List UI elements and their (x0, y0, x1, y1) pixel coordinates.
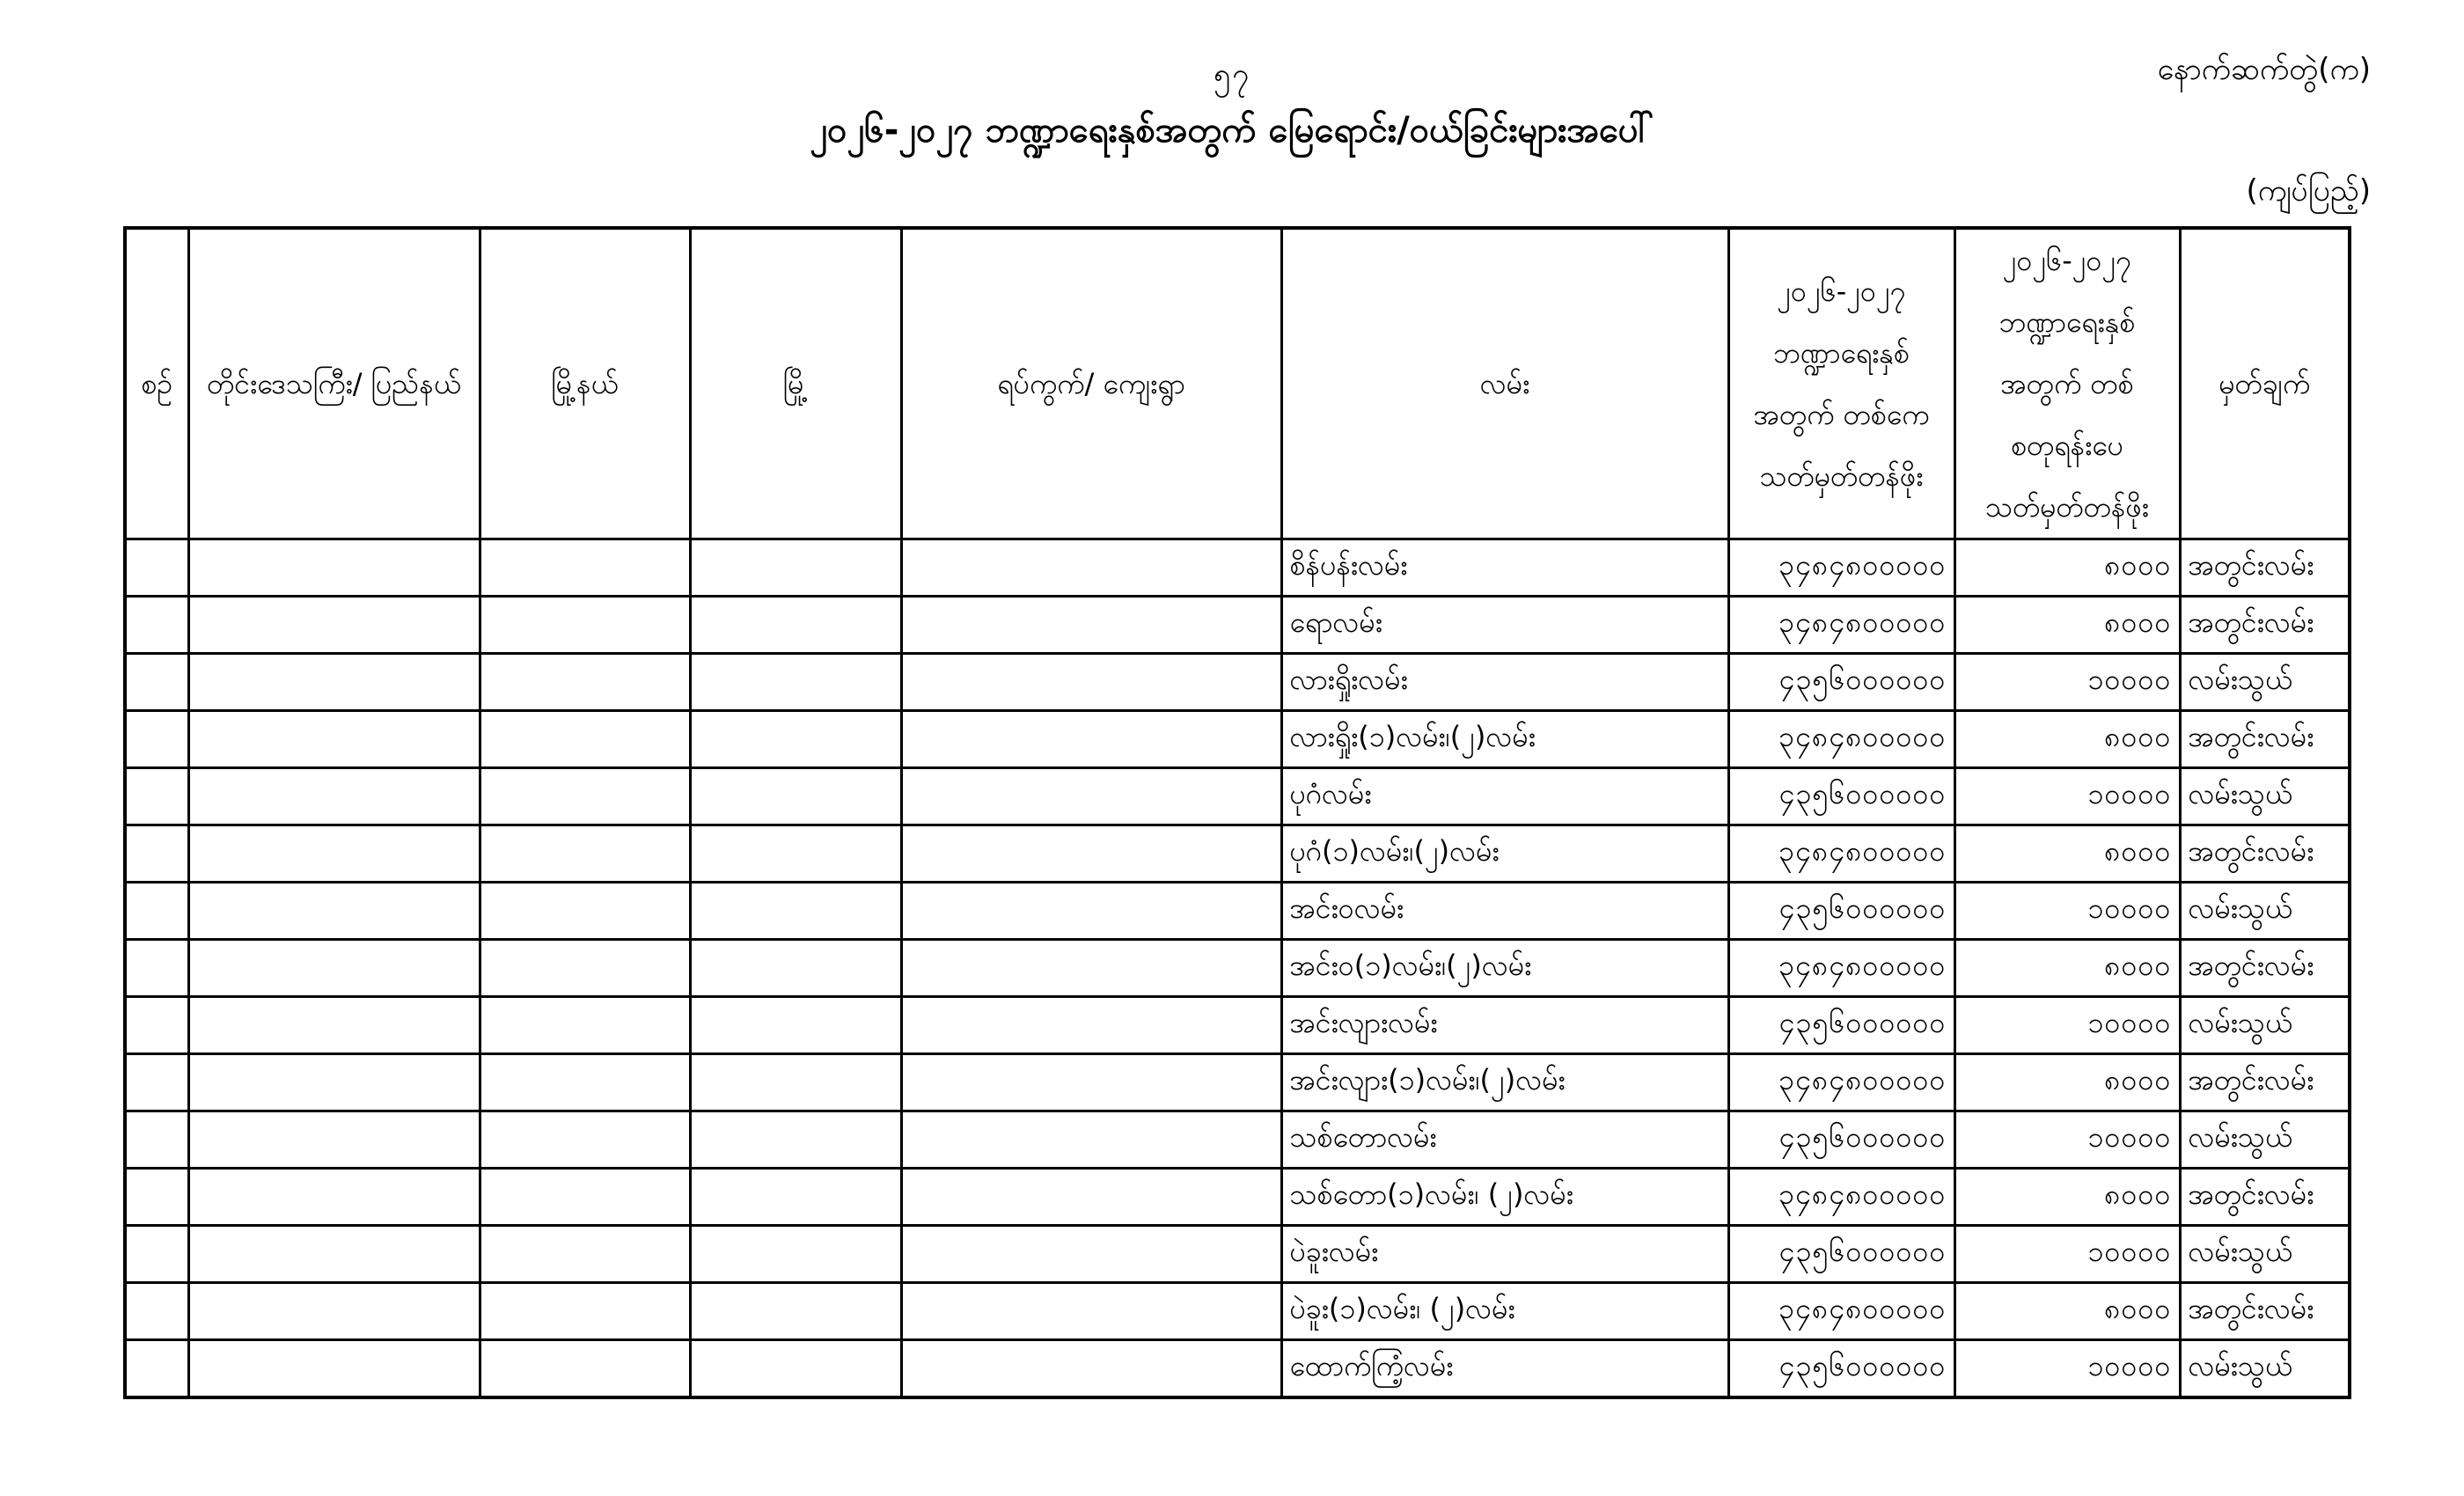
cell-town (690, 825, 901, 883)
currency-unit-label: (ကျပ်ပြည့်) (2246, 173, 2371, 209)
cell-town (690, 1340, 901, 1398)
cell-value-per-sqft: ၈၀၀၀ (1954, 711, 2180, 768)
cell-remark: အတွင်းလမ်း (2180, 940, 2350, 997)
table-row (125, 825, 2350, 883)
table-row (125, 1111, 2350, 1169)
cell-value-per-acre: ၄၃၅၆၀၀၀၀၀၀ (1728, 1340, 1954, 1398)
cell-serial-no (125, 1283, 188, 1340)
header-town: မြို့ (690, 228, 901, 539)
table-row (125, 711, 2350, 768)
cell-ward-village (901, 997, 1281, 1054)
cell-road-name: လားရှိုးလမ်း (1281, 654, 1728, 711)
cell-remark: လမ်းသွယ် (2180, 883, 2350, 940)
cell-township (480, 940, 690, 997)
header-road: လမ်း (1281, 228, 1728, 539)
cell-town (690, 654, 901, 711)
cell-serial-no (125, 940, 188, 997)
cell-serial-no (125, 997, 188, 1054)
cell-region (188, 997, 480, 1054)
cell-ward-village (901, 1283, 1281, 1340)
cell-remark: လမ်းသွယ် (2180, 997, 2350, 1054)
cell-remark: အတွင်းလမ်း (2180, 1283, 2350, 1340)
cell-town (690, 997, 901, 1054)
cell-remark: လမ်းသွယ် (2180, 1111, 2350, 1169)
cell-value-per-acre: ၃၄၈၄၈၀၀၀၀၀ (1728, 1054, 1954, 1111)
cell-ward-village (901, 768, 1281, 825)
table-row (125, 1169, 2350, 1226)
cell-value-per-acre: ၃၄၈၄၈၀၀၀၀၀ (1728, 711, 1954, 768)
cell-township (480, 1054, 690, 1111)
cell-township (480, 825, 690, 883)
cell-value-per-acre: ၄၃၅၆၀၀၀၀၀၀ (1728, 1111, 1954, 1169)
table-row (125, 597, 2350, 654)
cell-value-per-acre: ၃၄၈၄၈၀၀၀၀၀ (1728, 1169, 1954, 1226)
cell-township (480, 1111, 690, 1169)
cell-remark: အတွင်းလမ်း (2180, 597, 2350, 654)
cell-serial-no (125, 711, 188, 768)
cell-region (188, 539, 480, 597)
cell-ward-village (901, 1054, 1281, 1111)
table-row (125, 883, 2350, 940)
header-serial-no: စဉ် (125, 228, 188, 539)
land-value-table (123, 226, 2351, 1399)
header-value-per-sqft: ၂၀၂၆-၂၀၂၇ ဘဏ္ဍာရေးနှစ် အတွက် တစ်စတုရန်းပေ သတ်မှတ်တန်ဖိုး (1954, 228, 2180, 539)
cell-value-per-acre: ၄၃၅၆၀၀၀၀၀၀ (1728, 768, 1954, 825)
cell-ward-village (901, 539, 1281, 597)
table-body (125, 539, 2350, 1398)
cell-value-per-sqft: ၈၀၀၀ (1954, 1169, 2180, 1226)
cell-township (480, 597, 690, 654)
cell-value-per-sqft: ၁၀၀၀၀ (1954, 997, 2180, 1054)
cell-remark: အတွင်းလမ်း (2180, 825, 2350, 883)
cell-town (690, 1054, 901, 1111)
cell-value-per-sqft: ၈၀၀၀ (1954, 597, 2180, 654)
cell-value-per-acre: ၄၃၅၆၀၀၀၀၀၀ (1728, 997, 1954, 1054)
cell-remark: လမ်းသွယ် (2180, 1340, 2350, 1398)
cell-ward-village (901, 654, 1281, 711)
table-row (125, 539, 2350, 597)
cell-region (188, 597, 480, 654)
cell-serial-no (125, 1169, 188, 1226)
cell-road-name: အင်းဝ(၁)လမ်း၊(၂)လမ်း (1281, 940, 1728, 997)
cell-road-name: အင်းလျား(၁)လမ်း၊(၂)လမ်း (1281, 1054, 1728, 1111)
cell-value-per-acre: ၃၄၈၄၈၀၀၀၀၀ (1728, 940, 1954, 997)
cell-road-name: ပဲခူးလမ်း (1281, 1226, 1728, 1283)
cell-town (690, 1283, 901, 1340)
cell-ward-village (901, 597, 1281, 654)
cell-town (690, 883, 901, 940)
cell-value-per-sqft: ၁၀၀၀၀ (1954, 654, 2180, 711)
cell-value-per-acre: ၃၄၈၄၈၀၀၀၀၀ (1728, 1283, 1954, 1340)
cell-serial-no (125, 883, 188, 940)
cell-remark: အတွင်းလမ်း (2180, 1169, 2350, 1226)
annex-label: နောက်ဆက်တွဲ(က) (2157, 52, 2371, 87)
cell-town (690, 1226, 901, 1283)
cell-ward-village (901, 711, 1281, 768)
page-number: ၅၇ (1213, 57, 1251, 92)
header-remark: မှတ်ချက် (2180, 228, 2350, 539)
cell-value-per-acre: ၃၄၈၄၈၀၀၀၀၀ (1728, 539, 1954, 597)
cell-value-per-sqft: ၁၀၀၀၀ (1954, 768, 2180, 825)
cell-serial-no (125, 1054, 188, 1111)
cell-ward-village (901, 1340, 1281, 1398)
cell-value-per-sqft: ၈၀၀၀ (1954, 1283, 2180, 1340)
cell-ward-village (901, 883, 1281, 940)
cell-town (690, 711, 901, 768)
cell-value-per-acre: ၃၄၈၄၈၀၀၀၀၀ (1728, 597, 1954, 654)
cell-road-name: ပုဂံလမ်း (1281, 768, 1728, 825)
header-ward-village: ရပ်ကွက်/ ကျေးရွာ (901, 228, 1281, 539)
cell-region (188, 883, 480, 940)
cell-value-per-sqft: ၁၀၀၀၀ (1954, 1226, 2180, 1283)
cell-road-name: စိန်ပန်းလမ်း (1281, 539, 1728, 597)
cell-ward-village (901, 1226, 1281, 1283)
cell-value-per-sqft: ၈၀၀၀ (1954, 1054, 2180, 1111)
cell-township (480, 1226, 690, 1283)
cell-township (480, 997, 690, 1054)
header-value-per-acre: ၂၀၂၆-၂၀၂၇ ဘဏ္ဍာရေးနှစ် အတွက် တစ်ကေ သတ်မှတ်တန်ဖိုး (1728, 228, 1954, 539)
cell-value-per-sqft: ၈၀၀၀ (1954, 940, 2180, 997)
cell-town (690, 940, 901, 997)
cell-road-name: ထောက်ကြံ့လမ်း (1281, 1340, 1728, 1398)
cell-town (690, 1111, 901, 1169)
cell-road-name: ရောလမ်း (1281, 597, 1728, 654)
cell-ward-village (901, 1169, 1281, 1226)
cell-region (188, 1169, 480, 1226)
table-row (125, 1340, 2350, 1398)
cell-ward-village (901, 825, 1281, 883)
cell-road-name: အင်းလျားလမ်း (1281, 997, 1728, 1054)
cell-township (480, 1169, 690, 1226)
table-row (125, 1226, 2350, 1283)
cell-town (690, 539, 901, 597)
cell-town (690, 768, 901, 825)
document-title: ၂၀၂၆-၂၀၂၇ ဘဏ္ဍာရေးနှစ်အတွက် မြေရောင်း/ဝယ်ခြင်းများအပေါ် (810, 110, 1654, 150)
cell-township (480, 768, 690, 825)
cell-region (188, 654, 480, 711)
table-row (125, 768, 2350, 825)
table-row (125, 654, 2350, 711)
cell-road-name: ပဲခူး(၁)လမ်း၊ (၂)လမ်း (1281, 1283, 1728, 1340)
cell-value-per-acre: ၃၄၈၄၈၀၀၀၀၀ (1728, 825, 1954, 883)
cell-value-per-sqft: ၈၀၀၀ (1954, 825, 2180, 883)
cell-road-name: သစ်တောလမ်း (1281, 1111, 1728, 1169)
cell-remark: အတွင်းလမ်း (2180, 1054, 2350, 1111)
cell-road-name: အင်းဝလမ်း (1281, 883, 1728, 940)
cell-remark: လမ်းသွယ် (2180, 768, 2350, 825)
cell-value-per-sqft: ၁၀၀၀၀ (1954, 1340, 2180, 1398)
cell-value-per-acre: ၄၃၅၆၀၀၀၀၀၀ (1728, 883, 1954, 940)
cell-value-per-sqft: ၁၀၀၀၀ (1954, 1111, 2180, 1169)
header-region: တိုင်းဒေသကြီး/ ပြည်နယ် (188, 228, 480, 539)
cell-serial-no (125, 654, 188, 711)
cell-ward-village (901, 940, 1281, 997)
cell-region (188, 940, 480, 997)
table-row (125, 1283, 2350, 1340)
cell-ward-village (901, 1111, 1281, 1169)
cell-township (480, 654, 690, 711)
cell-remark: အတွင်းလမ်း (2180, 711, 2350, 768)
cell-remark: အတွင်းလမ်း (2180, 539, 2350, 597)
cell-value-per-sqft: ၈၀၀၀ (1954, 539, 2180, 597)
cell-township (480, 711, 690, 768)
cell-township (480, 539, 690, 597)
cell-value-per-acre: ၄၃၅၆၀၀၀၀၀၀ (1728, 654, 1954, 711)
cell-region (188, 825, 480, 883)
cell-road-name: ပုဂံ(၁)လမ်း၊(၂)လမ်း (1281, 825, 1728, 883)
cell-value-per-sqft: ၁၀၀၀၀ (1954, 883, 2180, 940)
cell-serial-no (125, 768, 188, 825)
cell-region (188, 1283, 480, 1340)
cell-serial-no (125, 539, 188, 597)
cell-region (188, 1340, 480, 1398)
cell-township (480, 883, 690, 940)
cell-serial-no (125, 597, 188, 654)
cell-remark: လမ်းသွယ် (2180, 1226, 2350, 1283)
header-township: မြို့နယ် (480, 228, 690, 539)
cell-serial-no (125, 825, 188, 883)
cell-township (480, 1283, 690, 1340)
table-row (125, 940, 2350, 997)
cell-region (188, 711, 480, 768)
table-row (125, 1054, 2350, 1111)
cell-serial-no (125, 1226, 188, 1283)
table-header-row (125, 228, 2350, 539)
cell-region (188, 1226, 480, 1283)
cell-township (480, 1340, 690, 1398)
cell-region (188, 768, 480, 825)
cell-remark: လမ်းသွယ် (2180, 654, 2350, 711)
table-row (125, 997, 2350, 1054)
cell-value-per-acre: ၄၃၅၆၀၀၀၀၀၀ (1728, 1226, 1954, 1283)
cell-town (690, 1169, 901, 1226)
cell-region (188, 1054, 480, 1111)
cell-serial-no (125, 1340, 188, 1398)
cell-serial-no (125, 1111, 188, 1169)
cell-region (188, 1111, 480, 1169)
cell-road-name: လားရှိုး(၁)လမ်း၊(၂)လမ်း (1281, 711, 1728, 768)
cell-road-name: သစ်တော(၁)လမ်း၊ (၂)လမ်း (1281, 1169, 1728, 1226)
cell-town (690, 597, 901, 654)
